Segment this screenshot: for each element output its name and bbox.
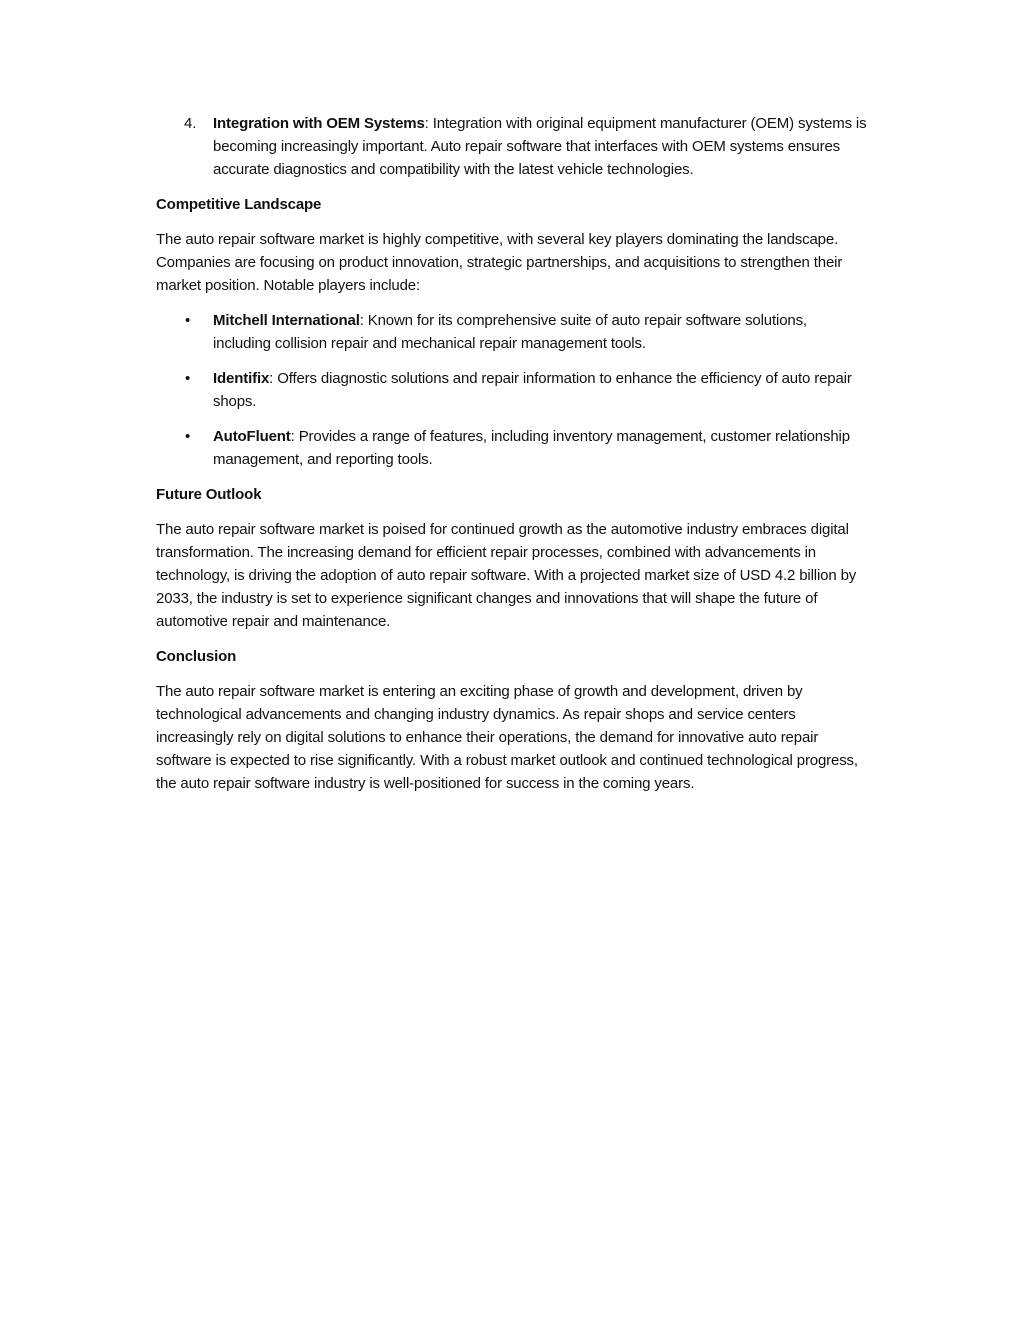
players-list (156, 309, 868, 471)
list-item-text (213, 425, 868, 471)
list-number: 4. (184, 115, 197, 132)
bullet-icon: • (185, 370, 191, 387)
player-name: Mitchell International (213, 312, 360, 329)
list-item-text (213, 367, 868, 413)
list-item-term: Integration with OEM Systems (213, 115, 425, 132)
list-item (156, 367, 868, 413)
paragraph-conclusion: The auto repair software market is entering an exciting phase of growth and development, driven by technological advancements and changing industry dynamics. As repair shops and service centers increasingly rely on digital solutions to enhance their operations, the demand for innovative auto repair software is expected to rise significantly. With a robust market outlook and continued technological progress, the auto repair software industry is well-positioned for success in the coming years. (156, 683, 858, 792)
list-item-text (213, 309, 868, 355)
numbered-list-item (156, 112, 868, 181)
player-name: Identifix (213, 370, 270, 387)
document-body (156, 112, 868, 807)
bullet-icon: • (185, 312, 191, 329)
section-heading-conclusion: Conclusion (156, 648, 237, 665)
section-heading-competitive: Competitive Landscape (156, 196, 322, 213)
player-name: AutoFluent (213, 428, 291, 445)
list-item (156, 309, 868, 355)
player-description: : Provides a range of features, including inventory management, customer relationship management, and reporting tools. (213, 428, 850, 468)
player-description: : Known for its comprehensive suite of auto repair software solutions, including collision repair and mechanical repair management tools. (213, 312, 807, 352)
paragraph-future: The auto repair software market is poised for continued growth as the automotive industry embraces digital transformation. The increasing demand for efficient repair processes, combined with advancements in technology, is driving the adoption of auto repair software. With a projected market size of USD 4.2 billion by 2033, the industry is set to experience significant changes and innovations that will shape the future of automotive repair and maintenance. (156, 521, 857, 630)
list-item (156, 425, 868, 471)
player-description: : Offers diagnostic solutions and repair information to enhance the efficiency of auto repair shops. (213, 370, 852, 410)
section-heading-future: Future Outlook (156, 486, 262, 503)
bullet-icon: • (185, 428, 191, 445)
list-item-text (213, 112, 868, 181)
paragraph-competitive: The auto repair software market is highly competitive, with several key players dominating the landscape. Companies are focusing on product innovation, strategic partnerships, and acquisitions to strengthen their market position. Notable players include: (156, 231, 843, 294)
list-item-description: : Integration with original equipment manufacturer (OEM) systems is becoming increasingly important. Auto repair software that interfaces with OEM systems ensures accurate diagnostics and compatibility with the latest vehicle technologies. (213, 115, 867, 178)
